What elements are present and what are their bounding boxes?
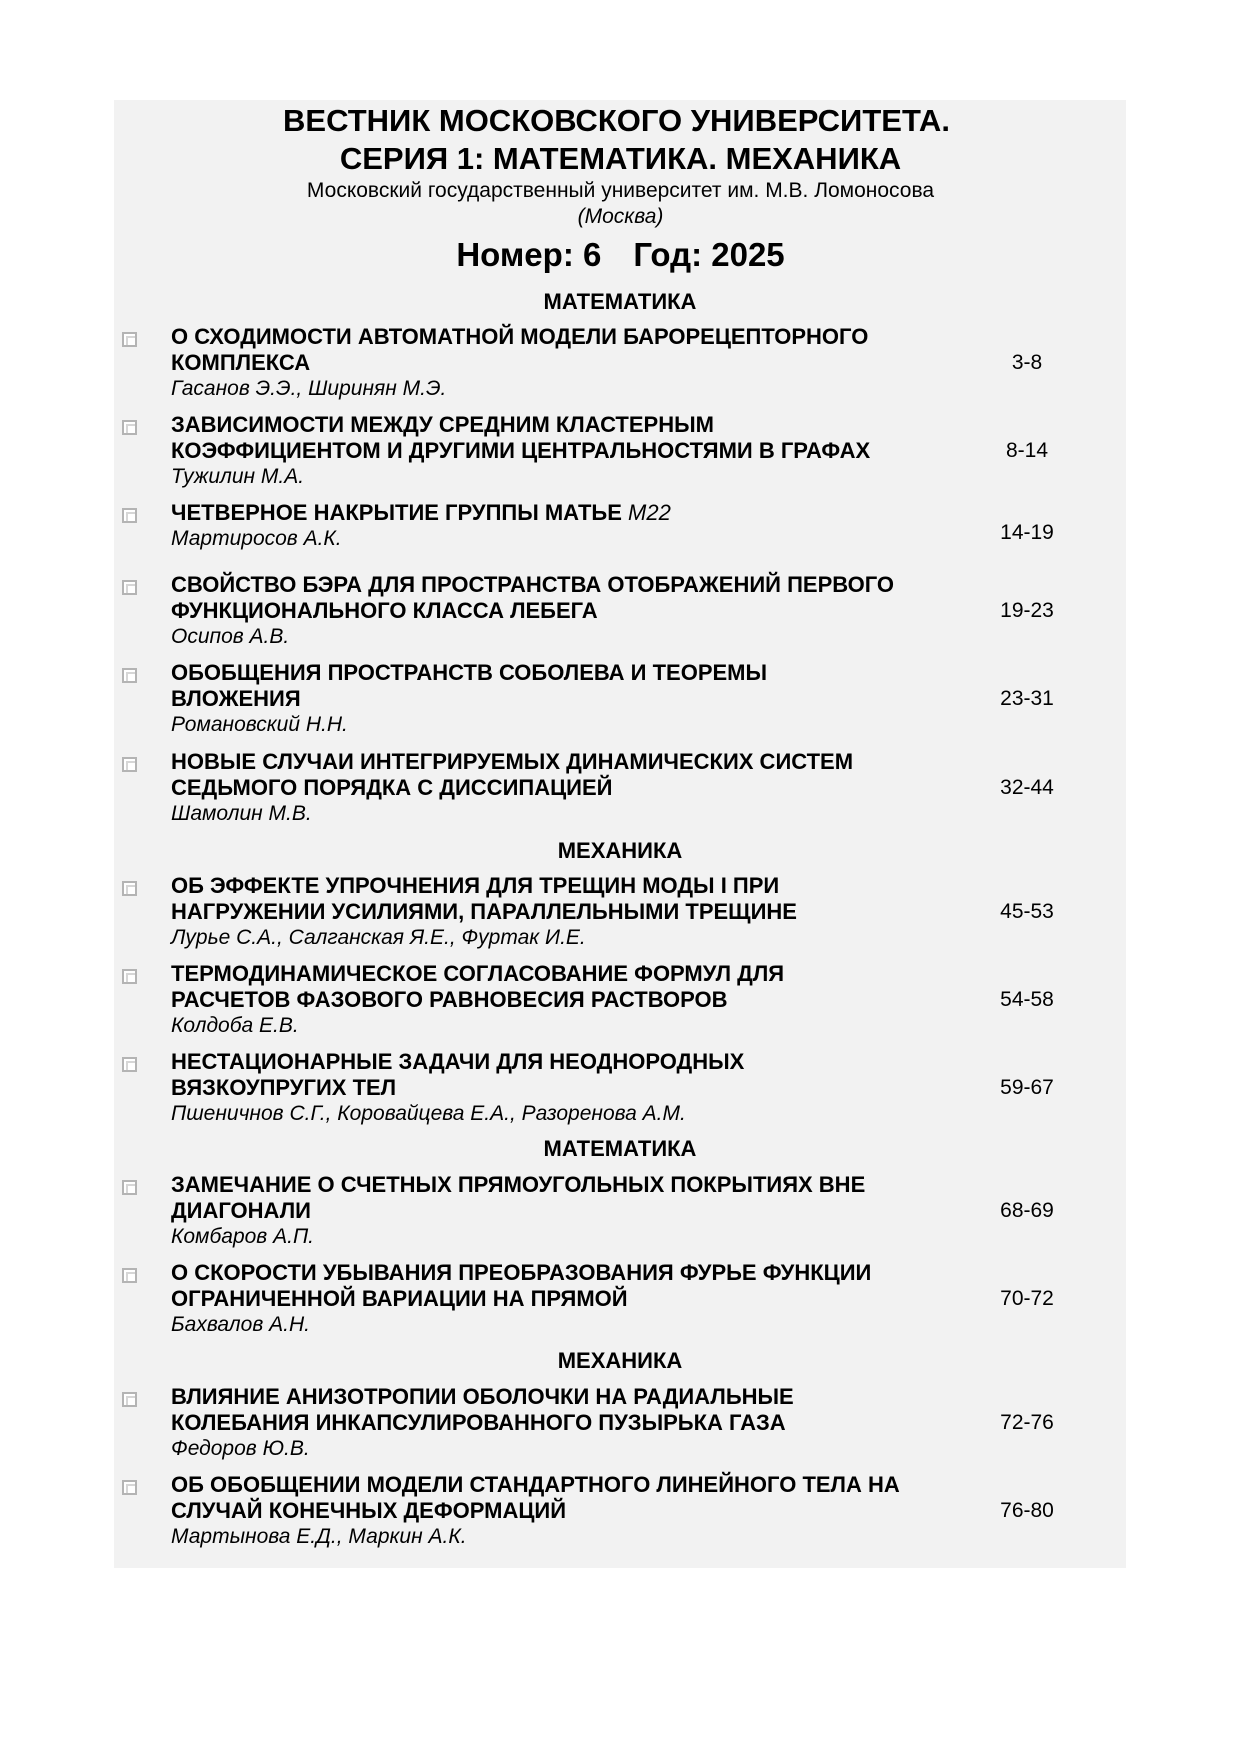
article-checkbox[interactable] [122,508,137,523]
article-authors: Лурье С.А., Салганская Я.Е., Фуртак И.Е. [171,926,586,949]
article-title[interactable]: ОБОБЩЕНИЯ ПРОСТРАНСТВ СОБОЛЕВА И ТЕОРЕМЫ ВЛОЖЕНИЯ [171,660,768,711]
article-title[interactable]: ЗАВИСИМОСТИ МЕЖДУ СРЕДНИМ КЛАСТЕРНЫМ КОЭФФИЦИЕНТОМ И ДРУГИМИ ЦЕНТРАЛЬНОСТЯМИ В ГРАФАХ [171,412,871,463]
article-pages: 76-80 [1000,1499,1054,1522]
article-title[interactable]: ТЕРМОДИНАМИЧЕСКОЕ СОГЛАСОВАНИЕ ФОРМУЛ ДЛЯ РАСЧЕТОВ ФАЗОВОГО РАВНОВЕСИЯ РАСТВОРОВ [171,961,785,1012]
section-heading: МЕХАНИКА [557,1348,683,1373]
article-title[interactable]: ОБ ЭФФЕКТЕ УПРОЧНЕНИЯ ДЛЯ ТРЕЩИН МОДЫ I ПРИ НАГРУЖЕНИИ УСИЛИЯМИ, ПАРАЛЛЕЛЬНЫМИ ТРЕЩИНЕ [171,873,797,924]
article-pages: 32-44 [1000,776,1054,799]
article-pages: 45-53 [1000,900,1054,923]
article-checkbox[interactable] [122,1480,137,1495]
journal-title-line1: ВЕСТНИК МОСКОВСКОГО УНИВЕРСИТЕТА. [283,103,950,138]
article-checkbox[interactable] [122,1057,137,1072]
article-pages: 19-23 [1000,599,1054,622]
article-checkbox[interactable] [122,1180,137,1195]
article-title[interactable]: О СКОРОСТИ УБЫВАНИЯ ПРЕОБРАЗОВАНИЯ ФУРЬЕ ФУНКЦИИ ОГРАНИЧЕННОЙ ВАРИАЦИИ НА ПРЯМОЙ [171,1260,872,1311]
article-authors: Федоров Ю.В. [171,1437,310,1460]
article-checkbox[interactable] [122,332,137,347]
article-authors: Шамолин М.В. [171,802,312,825]
article-pages: 54-58 [1000,988,1054,1011]
article-authors: Мартынова Е.Д., Маркин А.К. [171,1525,467,1548]
article-pages: 3-8 [1011,351,1043,374]
article-pages: 68-69 [1000,1199,1054,1222]
article-checkbox[interactable] [122,1392,137,1407]
section-heading: МАТЕМАТИКА [543,289,697,314]
article-authors: Мартиросов А.К. [171,527,342,550]
issue-number: Номер: 6 [456,236,602,273]
article-title[interactable]: ЗАМЕЧАНИЕ О СЧЕТНЫХ ПРЯМОУГОЛЬНЫХ ПОКРЫТИЯХ ВНЕ ДИАГОНАЛИ [171,1172,866,1223]
article-checkbox[interactable] [122,1268,137,1283]
article-authors: Комбаров А.П. [171,1225,314,1248]
issue-year: Год: 2025 [633,236,785,273]
article-pages: 72-76 [1000,1411,1054,1434]
article-title[interactable]: НОВЫЕ СЛУЧАИ ИНТЕГРИРУЕМЫХ ДИНАМИЧЕСКИХ СИСТЕМ СЕДЬМОГО ПОРЯДКА С ДИССИПАЦИЕЙ [171,749,854,800]
article-authors: Колдоба Е.В. [171,1014,299,1037]
article-title[interactable]: О СХОДИМОСТИ АВТОМАТНОЙ МОДЕЛИ БАРОРЕЦЕПТОРНОГО КОМПЛЕКСА [171,324,869,375]
article-title[interactable]: СВОЙСТВО БЭРА ДЛЯ ПРОСТРАНСТВА ОТОБРАЖЕНИЙ ПЕРВОГО ФУНКЦИОНАЛЬНОГО КЛАССА ЛЕБЕГА [171,572,895,623]
city: (Москва) [577,205,664,228]
article-authors: Бахвалов А.Н. [171,1313,310,1336]
article-title[interactable]: НЕСТАЦИОНАРНЫЕ ЗАДАЧИ ДЛЯ НЕОДНОРОДНЫХ ВЯЗКОУПРУГИХ ТЕЛ [171,1049,745,1100]
section-heading: МЕХАНИКА [557,838,683,863]
article-pages: 8-14 [1005,439,1049,462]
article-authors: Осипов А.В. [171,625,290,648]
publisher: Московский государственный университет им. М.В. Ломоносова [306,179,935,202]
article-pages: 59-67 [1000,1076,1054,1099]
article-checkbox[interactable] [122,969,137,984]
article-title[interactable]: ОБ ОБОБЩЕНИИ МОДЕЛИ СТАНДАРТНОГО ЛИНЕЙНОГО ТЕЛА НА СЛУЧАЙ КОНЕЧНЫХ ДЕФОРМАЦИЙ [171,1472,900,1523]
article-pages: 14-19 [1000,521,1054,544]
article-authors: Гасанов Э.Э., Ширинян М.Э. [171,377,447,400]
article-title[interactable]: ЧЕТВЕРНОЕ НАКРЫТИЕ ГРУППЫ МАТЬЕ M22 [171,500,671,525]
article-checkbox[interactable] [122,668,137,683]
article-authors: Пшеничнов С.Г., Коровайцева Е.А., Разоренова А.М. [171,1102,686,1125]
article-checkbox[interactable] [122,420,137,435]
journal-title-line2: СЕРИЯ 1: МАТЕМАТИКА. МЕХАНИКА [339,141,902,176]
article-authors: Тужилин М.А. [171,465,305,488]
article-checkbox[interactable] [122,580,137,595]
article-checkbox[interactable] [122,881,137,896]
article-title[interactable]: ВЛИЯНИЕ АНИЗОТРОПИИ ОБОЛОЧКИ НА РАДИАЛЬНЫЕ КОЛЕБАНИЯ ИНКАПСУЛИРОВАННОГО ПУЗЫРЬКА ГАЗА [171,1384,794,1435]
article-authors: Романовский Н.Н. [171,713,348,736]
article-pages: 23-31 [1000,687,1054,710]
article-checkbox[interactable] [122,757,137,772]
article-pages: 70-72 [1000,1287,1054,1310]
issue-line [0,234,1241,276]
section-heading: МАТЕМАТИКА [543,1136,697,1161]
